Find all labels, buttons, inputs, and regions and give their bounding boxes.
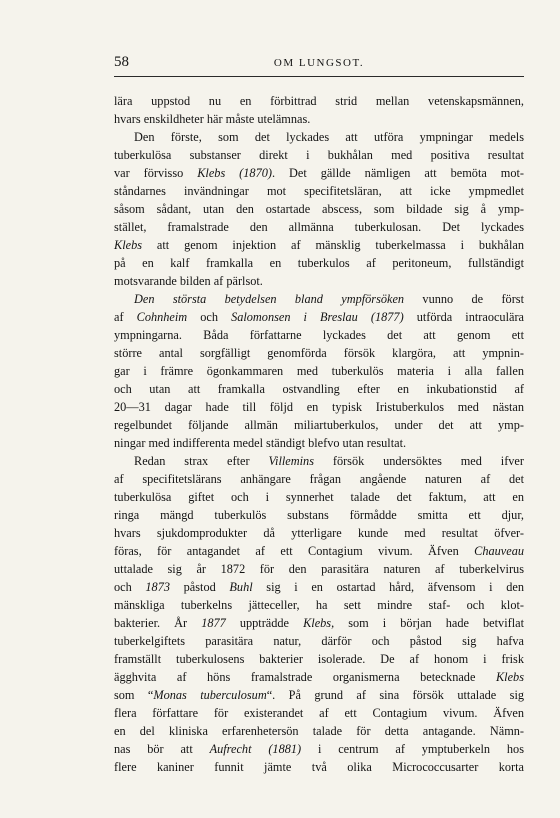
text-line: [114, 632, 524, 650]
text-segment: större antal sorgfälligt genomförda försök klargöra, att ympnin-: [114, 346, 524, 360]
text-segment: föras, för antagandet af ett Contagium vivum. Äfven: [114, 544, 475, 558]
text-segment: “. På grund af sina försök uttalade sig: [266, 688, 525, 702]
text-segment: och: [114, 580, 146, 594]
italic-segment: 1877: [201, 616, 226, 630]
italic-segment: 1873: [145, 580, 170, 594]
text-segment: framställt tuberkulosens bakterier isolerade. De af honom i frisk: [114, 652, 524, 666]
text-line: [114, 236, 524, 254]
text-line: [114, 488, 524, 506]
text-line: [114, 308, 524, 326]
text-segment: mänskliga tuberkelns jätteceller, ha sett mindre staf- och klot-: [114, 598, 524, 612]
italic-segment: Salomonsen i Breslau (1877): [231, 310, 404, 324]
text-segment: på en kalf framkalla en tuberkulos af peritoneum, fullständigt: [114, 256, 524, 270]
text-line: [114, 542, 524, 560]
text-line: [114, 434, 524, 452]
text-line: [114, 362, 524, 380]
body-text: [114, 92, 524, 776]
text-segment: stället, framalstrade den allmänna tuberkulosan. Det lyckades: [114, 220, 524, 234]
text-line: [114, 326, 524, 344]
text-segment: påstod: [170, 580, 230, 594]
text-segment: ringa mängd tuberkulös substans förmådde smitta ett djur,: [114, 508, 524, 522]
italic-segment: Villemins: [268, 454, 314, 468]
text-segment: uttalade sig år 1872 för den parasitära naturen af tuberkelvirus: [114, 562, 524, 576]
text-segment: uppträdde: [225, 616, 304, 630]
text-line: [114, 272, 524, 290]
text-segment: hvars sjukdomprodukter då ytterligare kunde med resultat öfver-: [114, 526, 524, 540]
text-segment: tuberkulösa giftet och i synnerhet talade det faktum, att en: [114, 490, 524, 504]
text-segment: motsvarande bilden af pärlsot.: [114, 274, 263, 288]
text-segment: tuberkelgiftets parasitära natur, därför och påstod sig hafva: [114, 634, 524, 648]
text-line: [114, 722, 524, 740]
text-line: [114, 578, 524, 596]
text-line: [114, 740, 524, 758]
text-line: [114, 218, 524, 236]
text-segment: i centrum af ymptuberkeln hos: [301, 742, 524, 756]
text-segment: en del kliniska erfarenhetersön talade för detta antagande. Nämn-: [114, 724, 524, 738]
text-segment: ympningarna. Båda författarne lyckades det att genom ett: [114, 328, 524, 342]
text-segment: hvars enskildheter här måste utelämnas.: [114, 112, 311, 126]
text-segment: flera författare för existerandet af ett Contagium vivum. Äfven: [114, 706, 524, 720]
italic-segment: Klebs: [495, 670, 524, 684]
text-segment: var förvisso: [114, 166, 198, 180]
text-line: [114, 344, 524, 362]
text-segment: af: [114, 310, 137, 324]
text-segment: utförda intraoculära: [403, 310, 525, 324]
italic-segment: Monas tuberculosum: [153, 688, 267, 702]
text-line: [114, 704, 524, 722]
text-segment: gar i främre ögonkammaren med tuberkulös materia i alla fallen: [114, 364, 524, 378]
text-segment: Den förste, som det lyckades att utföra ympningar medels: [134, 130, 524, 144]
text-line: [114, 650, 524, 668]
text-line: [114, 398, 524, 416]
text-line: [114, 110, 524, 128]
text-segment: och: [187, 310, 232, 324]
text-segment: ningar med indifferenta medel ständigt blefvo utan resultat.: [114, 436, 407, 450]
page-header: [114, 54, 524, 77]
text-line: [114, 470, 524, 488]
italic-segment: Chauveau: [474, 544, 524, 558]
text-line: [114, 686, 524, 704]
text-segment: sig i en ostartad hård, äfvensom i den: [252, 580, 524, 594]
text-line: [114, 524, 524, 542]
italic-segment: Klebs (1870): [197, 166, 272, 180]
running-head: OM LUNGSOT.: [273, 57, 365, 69]
text-segment: som i början hade betviflat: [334, 616, 524, 630]
text-line: [114, 128, 524, 146]
text-line: [114, 614, 524, 632]
text-segment: regelbundet följande allmän miliartuberkulos, under det att ymp-: [114, 418, 524, 432]
text-segment: tuberkulösa substanser direkt i bukhålan med positiva resultat: [114, 148, 524, 162]
text-segment: 20—31 dagar hade till följd en typisk Iristuberkulos med nästan: [114, 400, 524, 414]
italic-segment: Klebs: [114, 238, 143, 252]
text-line: [114, 146, 524, 164]
text-line: [114, 758, 524, 776]
text-segment: . Det gällde nämligen att bemöta mot-: [271, 166, 524, 180]
page-number: 58: [114, 54, 129, 70]
italic-segment: Klebs,: [303, 616, 335, 630]
text-line: [114, 596, 524, 614]
text-line: [114, 254, 524, 272]
text-line: [114, 164, 524, 182]
text-line: [114, 416, 524, 434]
text-segment: försök undersöktes med ifver: [313, 454, 524, 468]
text-segment: såsom sådant, utan den ostartade abscess, som bildade sig å ymp-: [114, 202, 524, 216]
text-segment: ägghvita af höns framalstrade organismerna betecknade: [114, 670, 496, 684]
italic-segment: Aufrecht (1881): [209, 742, 302, 756]
italic-segment: Buhl: [229, 580, 253, 594]
text-line: [114, 560, 524, 578]
text-segment: Redan strax efter: [134, 454, 269, 468]
text-line: [114, 506, 524, 524]
text-segment: lära uppstod nu en förbittrad strid mellan vetenskapsmännen,: [114, 94, 524, 108]
text-segment: och utan att framkalla ostvandling efter en inkubationstid af: [114, 382, 524, 396]
text-line: [114, 452, 524, 470]
text-segment: bakterier. År: [114, 616, 202, 630]
text-line: [114, 668, 524, 686]
text-segment: nas bör att: [114, 742, 210, 756]
text-segment: som “: [114, 688, 154, 702]
text-segment: flere kaniner funnit jämte två olika Micrococcusarter korta: [114, 760, 524, 774]
text-line: [114, 182, 524, 200]
text-line: [114, 92, 524, 110]
text-segment: af specifitetslärans anhängare frågan angående naturen af det: [114, 472, 524, 486]
text-line: [114, 290, 524, 308]
text-line: [114, 200, 524, 218]
italic-segment: Cohnheim: [136, 310, 188, 324]
text-line: [114, 380, 524, 398]
italic-segment: Den största betydelsen bland ympförsöken: [134, 292, 405, 306]
text-segment: ståndarnes invändningar mot specifitetsläran, att icke ympmedlet: [114, 184, 524, 198]
text-segment: vunno de först: [404, 292, 524, 306]
text-segment: att genom injektion af mänsklig tuberkelmassa i bukhålan: [142, 238, 524, 252]
